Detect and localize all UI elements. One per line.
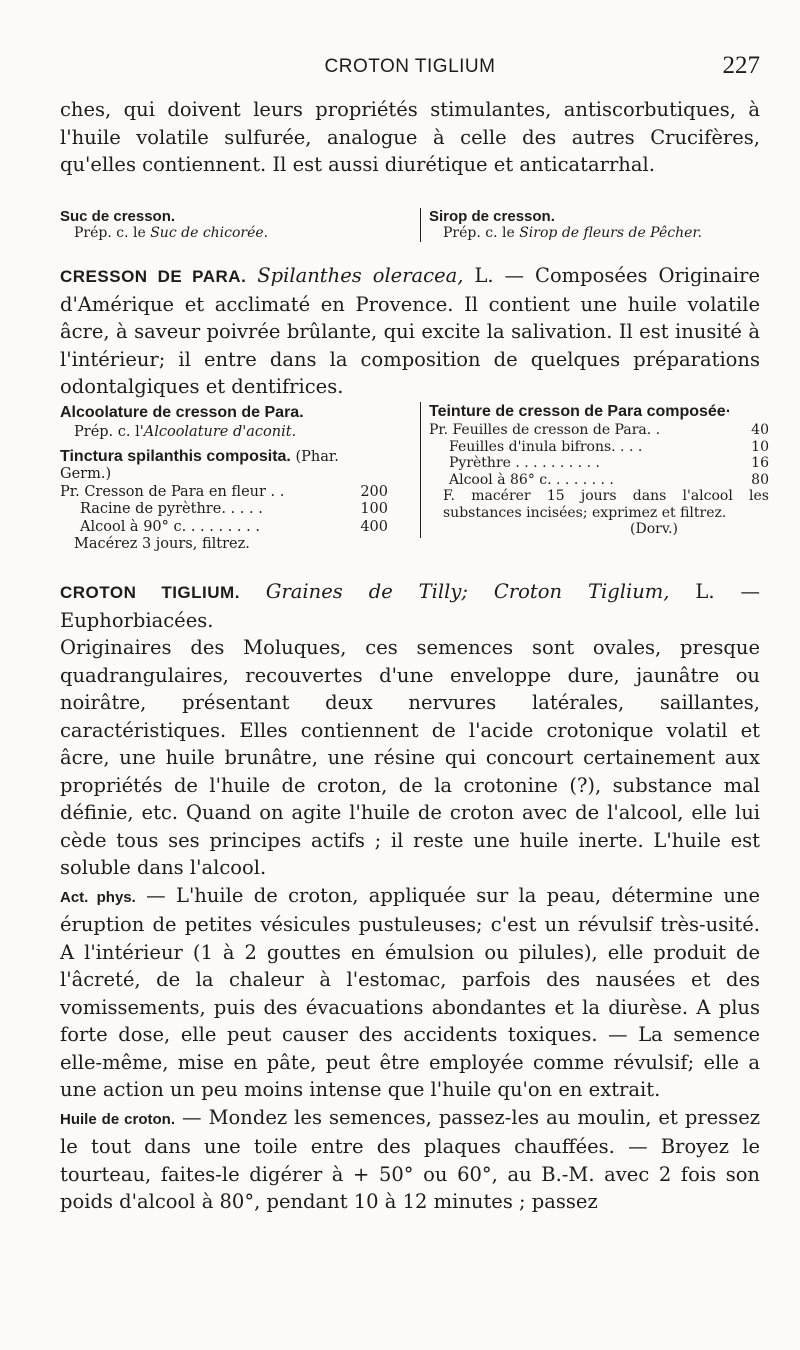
- ingredient-row: [60, 519, 388, 537]
- entry-heading-line: [60, 578, 760, 634]
- act-phys-paragraph: [60, 882, 760, 1104]
- cresson-para-entry: [60, 262, 760, 401]
- prep-title: Teinture de cresson de Para composée·: [429, 403, 732, 420]
- ingredient-row: [429, 455, 769, 472]
- ingredient-row: [429, 472, 769, 489]
- prep-right: [420, 208, 769, 242]
- prep-source: (Dorv.): [630, 521, 678, 537]
- prep-text: Prép. c. le: [443, 225, 520, 241]
- ingredient-row: [429, 439, 769, 456]
- prep-title-2: Tinctura spilanthis composita.: [60, 447, 291, 465]
- huile-paragraph: [60, 1104, 760, 1216]
- entry-heading: CROTON TIGLIUM.: [60, 583, 240, 602]
- preparations-para: [60, 402, 769, 562]
- prep-ref: Sirop de fleurs de Pêcher.: [519, 225, 703, 241]
- prep-right: [420, 402, 769, 538]
- section-text: — Mondez les semences, passez-les au moulin, et pressez le tout dans une toile entre des plaques chauffées. — Broyez le tourteau, faites-le digérer à + 50° ou 60°, au B.-M. avec 2 fois son poids d'alcool à 80°, pendant 10 à 12 minutes ; passez: [60, 1105, 761, 1213]
- entry-paragraph: Originaires des Moluques, ces semences sont ovales, presque quadrangulaires, recouvertes d'une enveloppe dure, jaunâtre ou noirâtre, présentant deux nervures latérales, saillantes, caractéristiques. Elles contiennent de l'acide crotonique volatil et âcre, une huile brunâtre, une résine qui concourt certainement aux propriétés de l'huile de croton, de la crotonine (?), substance mal définie, etc. Quand on agite l'huile de croton avec de l'alcool, elle lui cède tous ses principes actifs ; il reste une huile inerte. L'huile est soluble dans l'alcool.: [60, 636, 760, 879]
- entry-text: Originaire d'Amérique et acclimaté en Provence. Il contient une huile volatile âcre, à saveur poivrée brûlante, qui excite la salivation. Il est inusité à l'intérieur; il entre dans la composition de quelques préparations odontalgiques et dentifrices.: [60, 264, 761, 398]
- prep-title: Suc de cresson.: [60, 208, 176, 225]
- entry-latin: Spilanthes oleracea,: [257, 264, 464, 287]
- section-label: Huile de croton.: [60, 1110, 176, 1128]
- prep-note: F. macérer 15 jours dans l'alcool les substances incisées; exprimez et filtrez.: [443, 488, 769, 521]
- ingredient-name: Racine de pyrèthre. . . . .: [80, 501, 263, 517]
- preparations-cresson: [60, 208, 760, 244]
- ingredient-qty: 400: [360, 518, 388, 535]
- prep-ref: Alcoolature d'aconit.: [143, 424, 297, 440]
- prep-text: Prép. c. le: [74, 225, 151, 241]
- ingredient-name: Alcool à 86° c. . . . . . . .: [449, 471, 614, 488]
- ingredient-name: Feuilles d'inula bifrons. . . .: [449, 438, 643, 455]
- ingredient-name: Pyrèthre . . . . . . . . . .: [449, 455, 600, 471]
- ingredient-qty: 10: [751, 438, 769, 455]
- ingredient-row: [429, 422, 769, 439]
- prep-left: [60, 402, 388, 554]
- intro-paragraph: ches, qui doivent leurs propriétés stimulantes, antiscorbutiques, à l'huile volatile sulfurée, analogue à celle des autres Crucifères, qu'elles contiennent. Il est aussi diurétique et anticatarrhal.: [60, 98, 760, 176]
- ingredient-qty: 200: [360, 483, 388, 500]
- page-header: [60, 52, 760, 86]
- ingredient-qty: 16: [751, 455, 769, 471]
- ingredient-name: Alcool à 90° c. . . . . . . . .: [80, 518, 260, 535]
- entry-family: L. — Euphorbiacées.: [60, 580, 760, 632]
- croton-entry: [60, 578, 760, 1216]
- ingredient-row: [60, 501, 388, 519]
- prep-title: Alcoolature de cresson de Para.: [60, 404, 304, 421]
- ingredient-qty: 80: [751, 471, 769, 488]
- prep-note: Macérez 3 jours, filtrez.: [74, 536, 250, 552]
- ingredient-qty: 100: [360, 501, 388, 517]
- prep-text: Prép. c. l': [74, 424, 144, 440]
- ingredient-name: Pr. Cresson de Para en fleur . .: [60, 483, 285, 500]
- prep-left: [60, 208, 388, 242]
- prep-ref: Suc de chicorée.: [150, 225, 269, 241]
- entry-latin: Graines de Tilly; Croton Tiglium,: [265, 580, 670, 603]
- prep-title: Sirop de cresson.: [429, 208, 555, 225]
- running-title: CROTON TIGLIUM: [324, 56, 496, 77]
- entry-heading: CRESSON DE PARA.: [60, 267, 247, 286]
- ingredient-row: [60, 484, 388, 502]
- prep-title-2-source: (Phar. Germ.): [60, 448, 339, 482]
- ingredient-qty: 40: [751, 422, 769, 438]
- entry-family: L. — Composées: [463, 264, 648, 287]
- section-label: Act. phys.: [60, 888, 136, 906]
- page-number: 227: [722, 52, 760, 79]
- ingredient-name: Pr. Feuilles de cresson de Para. .: [429, 422, 661, 438]
- section-text: — L'huile de croton, appliquée sur la peau, détermine une éruption de petites vésicules pustuleuses; c'est un révulsif très-usité. A l'intérieur (1 à 2 gouttes en émulsion ou pilules), elle produit de l'âcreté, de la chaleur à l'estomac, parfois des nausées et des vomissements, puis des évacuations abondantes et la diurèse. A plus forte dose, elle peut causer des accidents toxiques. — La semence elle-même, mise en pâte, peut être employée comme révulsif; elle a une action un peu moins intense que l'huile qu'on en extrait.: [60, 883, 761, 1101]
